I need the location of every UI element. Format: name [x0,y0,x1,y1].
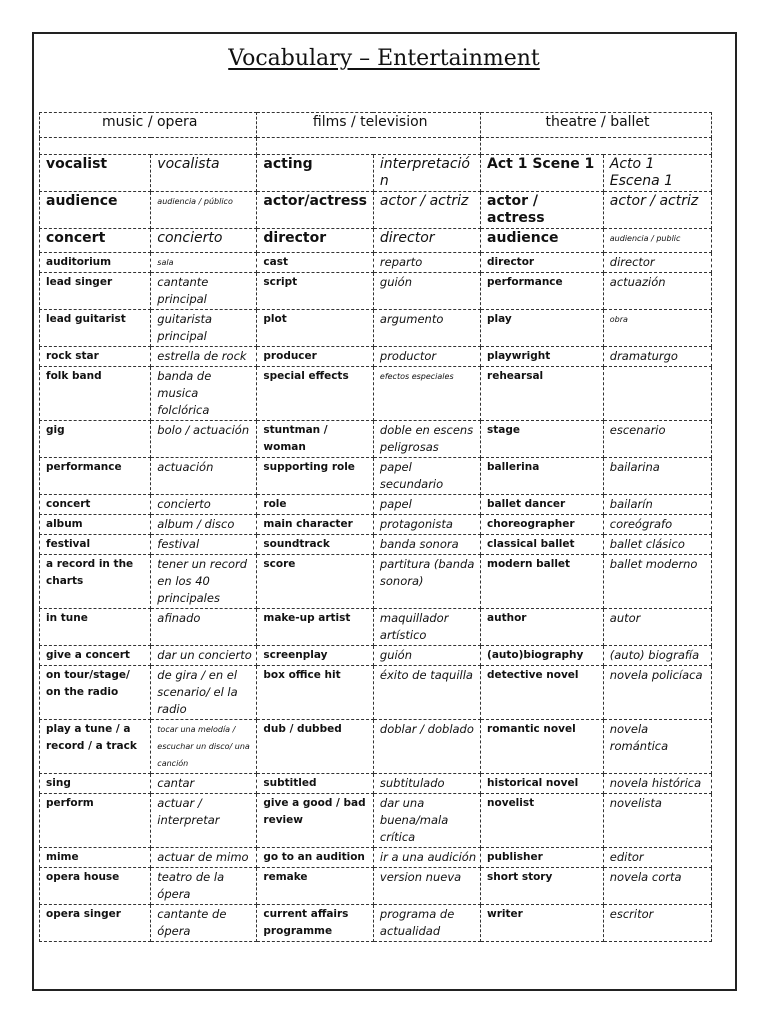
english-term: opera house [40,868,151,905]
english-term: concert [40,229,151,253]
spanish-translation: maquillador artístico [373,609,480,646]
english-term: short story [481,868,604,905]
spanish-translation: director [603,253,711,273]
spanish-translation: interpretación [373,155,480,192]
spanish-translation: productor [373,347,480,367]
vocab-row [40,273,712,310]
spanish-translation: partitura (banda sonora) [373,555,480,609]
spanish-translation: doblar / doblado [373,720,480,774]
spanish-translation: sala [151,253,257,273]
spanish-translation: de gira / en el scenario/ el la radio [151,666,257,720]
vocabulary-table [39,112,712,942]
spanish-translation: estrella de rock [151,347,257,367]
vocab-row [40,458,712,495]
english-term: auditorium [40,253,151,273]
vocab-row [40,515,712,535]
page-title: Vocabulary – Entertainment [228,46,540,71]
spanish-translation: director [373,229,480,253]
english-term: script [257,273,373,310]
english-term: opera singer [40,905,151,942]
english-term: historical novel [481,774,604,794]
spanish-translation: argumento [373,310,480,347]
english-term: box office hit [257,666,373,720]
spanish-translation: subtitulado [373,774,480,794]
spanish-translation: escenario [603,421,711,458]
english-term: classical ballet [481,535,604,555]
spanish-translation: Acto 1 Escena 1 [603,155,711,192]
english-term: director [481,253,604,273]
spanish-translation: papel secundario [373,458,480,495]
spanish-translation: bailarín [603,495,711,515]
english-term: author [481,609,604,646]
english-term: producer [257,347,373,367]
english-term: choreographer [481,515,604,535]
spanish-translation: novelista [603,794,711,848]
spanish-translation: bailarina [603,458,711,495]
english-term: modern ballet [481,555,604,609]
vocab-row [40,868,712,905]
spanish-translation: tocar una melodía / escuchar un disco/ una canción [151,720,257,774]
english-term: give a good / bad review [257,794,373,848]
english-term: writer [481,905,604,942]
vocab-row [40,535,712,555]
spanish-translation: (auto) biografía [603,646,711,666]
spanish-translation: guión [373,273,480,310]
spanish-translation: bolo / actuación [151,421,257,458]
spanish-translation: ir a una audición [373,848,480,868]
english-term: cast [257,253,373,273]
english-term: subtitled [257,774,373,794]
section-films-television: films / television [257,113,481,138]
english-term: give a concert [40,646,151,666]
english-term: screenplay [257,646,373,666]
spanish-translation: doble en escens peligrosas [373,421,480,458]
english-term: perform [40,794,151,848]
spanish-translation: autor [603,609,711,646]
english-term: in tune [40,609,151,646]
spanish-translation: actor / actriz [603,192,711,229]
english-term: current affairs programme [257,905,373,942]
spanish-translation: obra [603,310,711,347]
spanish-translation: ballet moderno [603,555,711,609]
spanish-translation: reparto [373,253,480,273]
spanish-translation: dar un concierto [151,646,257,666]
english-term: novelist [481,794,604,848]
english-term: lead singer [40,273,151,310]
section-music-opera: music / opera [40,113,257,138]
spanish-translation: festival [151,535,257,555]
spanish-translation: guitarista principal [151,310,257,347]
spacer-row [40,138,712,155]
spanish-translation: actuazión [603,273,711,310]
english-term: audience [40,192,151,229]
vocab-row [40,555,712,609]
english-term: mime [40,848,151,868]
english-term: play [481,310,604,347]
spanish-translation: actuar / interpretar [151,794,257,848]
spanish-translation: banda de musica folclórica [151,367,257,421]
spanish-translation: actuación [151,458,257,495]
english-term: a record in the charts [40,555,151,609]
english-term: performance [481,273,604,310]
spanish-translation: ballet clásico [603,535,711,555]
english-term: rock star [40,347,151,367]
spanish-translation: protagonista [373,515,480,535]
english-term: stuntman / woman [257,421,373,458]
spanish-translation: concierto [151,495,257,515]
spanish-translation: audiencia / público [151,192,257,229]
english-term: on tour/stage/ on the radio [40,666,151,720]
spanish-translation: album / disco [151,515,257,535]
vocab-row [40,666,712,720]
section-theatre-ballet: theatre / ballet [481,113,712,138]
english-term: audience [481,229,604,253]
spanish-translation: cantante de ópera [151,905,257,942]
english-term: acting [257,155,373,192]
spanish-translation: papel [373,495,480,515]
english-term: album [40,515,151,535]
english-term: romantic novel [481,720,604,774]
spanish-translation: dramaturgo [603,347,711,367]
english-term: (auto)biography [481,646,604,666]
english-term: play a tune / a record / a track [40,720,151,774]
spanish-translation: actor / actriz [373,192,480,229]
spanish-translation: novela romántica [603,720,711,774]
english-term: festival [40,535,151,555]
vocab-row [40,253,712,273]
english-term: publisher [481,848,604,868]
english-term: role [257,495,373,515]
english-term: concert [40,495,151,515]
english-term: ballerina [481,458,604,495]
english-term: go to an audition [257,848,373,868]
english-term: soundtrack [257,535,373,555]
vocab-row [40,347,712,367]
english-term: sing [40,774,151,794]
vocab-row [40,495,712,515]
spanish-translation: coreógrafo [603,515,711,535]
spanish-translation: tener un record en los 40 principales [151,555,257,609]
spanish-translation: novela corta [603,868,711,905]
english-term: folk band [40,367,151,421]
spanish-translation: éxito de taquilla [373,666,480,720]
spanish-translation [603,367,711,421]
english-term: stage [481,421,604,458]
spanish-translation: editor [603,848,711,868]
vocab-row [40,609,712,646]
vocab-row-large [40,229,712,253]
spanish-translation: escritor [603,905,711,942]
spanish-translation: version nueva [373,868,480,905]
english-term: Act 1 Scene 1 [481,155,604,192]
spanish-translation: guión [373,646,480,666]
english-term: director [257,229,373,253]
vocab-row [40,774,712,794]
vocab-row [40,720,712,774]
english-term: make-up artist [257,609,373,646]
vocab-row-large [40,155,712,192]
spanish-translation: audiencia / public [603,229,711,253]
spanish-translation: teatro de la ópera [151,868,257,905]
vocab-row [40,905,712,942]
spanish-translation: concierto [151,229,257,253]
english-term: score [257,555,373,609]
english-term: special effects [257,367,373,421]
spanish-translation: cantante principal [151,273,257,310]
english-term: remake [257,868,373,905]
spanish-translation: dar una buena/mala crítica [373,794,480,848]
spanish-translation: actuar de mimo [151,848,257,868]
english-term: playwright [481,347,604,367]
english-term: lead guitarist [40,310,151,347]
english-term: dub / dubbed [257,720,373,774]
spanish-translation: programa de actualidad [373,905,480,942]
vocab-row [40,794,712,848]
vocab-row [40,646,712,666]
english-term: ballet dancer [481,495,604,515]
spanish-translation: novela policíaca [603,666,711,720]
vocab-row [40,367,712,421]
section-header-row [40,113,712,138]
vocab-row-large [40,192,712,229]
spanish-translation: novela histórica [603,774,711,794]
vocab-row [40,421,712,458]
english-term: vocalist [40,155,151,192]
spanish-translation: vocalista [151,155,257,192]
spanish-translation: cantar [151,774,257,794]
vocab-row [40,310,712,347]
english-term: actor/actress [257,192,373,229]
english-term: actor / actress [481,192,604,229]
english-term: plot [257,310,373,347]
english-term: gig [40,421,151,458]
english-term: performance [40,458,151,495]
english-term: supporting role [257,458,373,495]
english-term: detective novel [481,666,604,720]
english-term: rehearsal [481,367,604,421]
spanish-translation: efectos especiales [373,367,480,421]
english-term: main character [257,515,373,535]
spanish-translation: banda sonora [373,535,480,555]
vocab-row [40,848,712,868]
spanish-translation: afinado [151,609,257,646]
